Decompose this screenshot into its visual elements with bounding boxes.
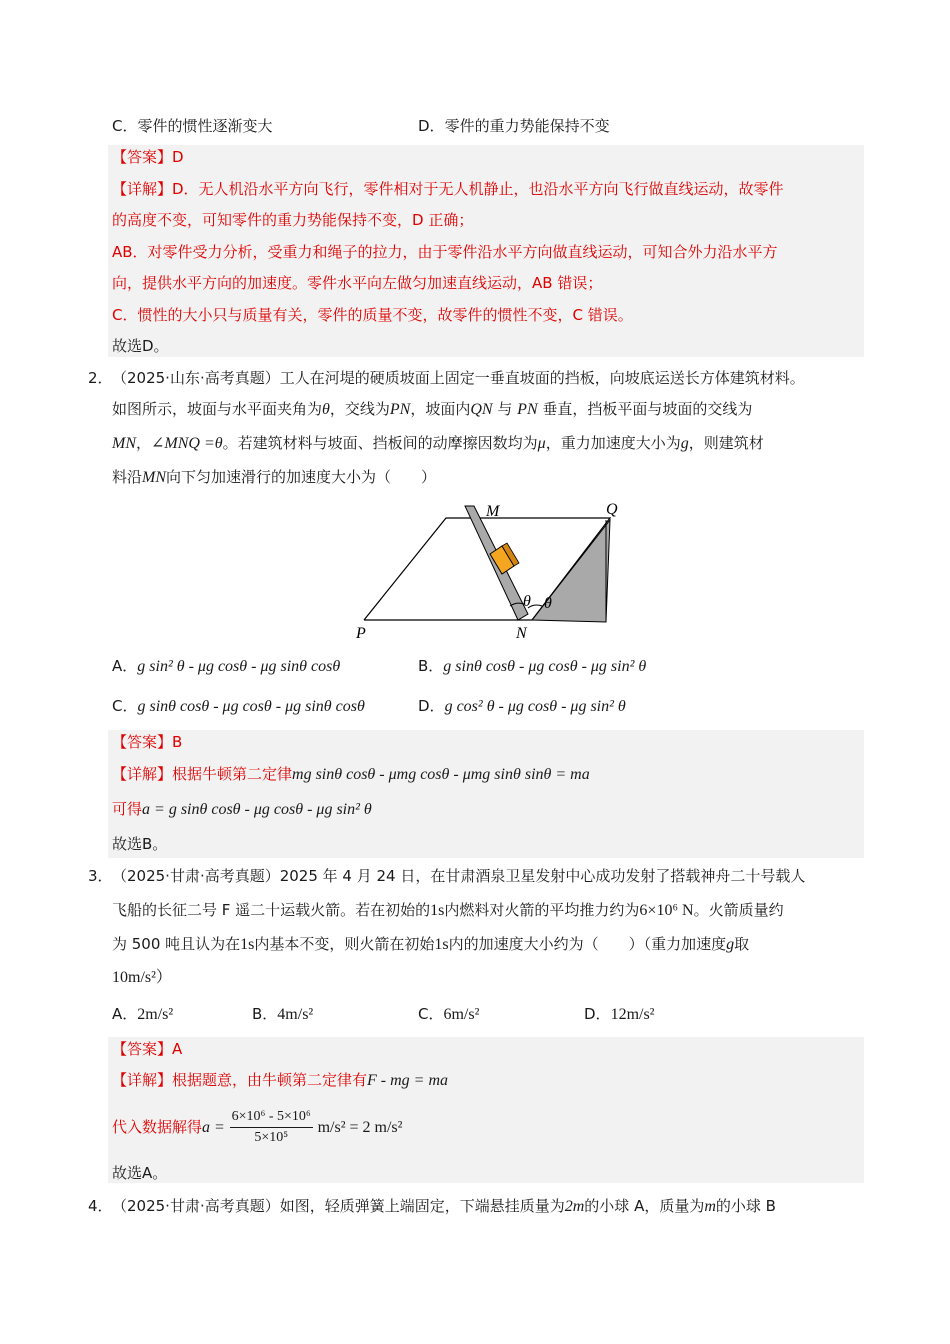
- q2-option-c: C．g sinθ cosθ - μg cosθ - μg sinθ cosθ: [112, 697, 365, 715]
- q3-line1: （2025·甘肃·高考真题）2025 年 4 月 24 日，在甘肃酒泉卫星发射中心成功发射了搭载神舟二十号载人: [112, 867, 806, 885]
- q3-line4: 10m/s²）: [112, 969, 172, 986]
- q2-option-a: A．g sin² θ - μg cosθ - μg sinθ cosθ: [112, 657, 341, 675]
- q2-number: 2．: [88, 369, 113, 387]
- q2-line3: MN，∠MNQ =θ。若建筑材料与坡面、挡板间的动摩擦因数均为μ，重力加速度大小为g，则建筑材: [112, 434, 764, 452]
- label-theta-right: θ: [544, 595, 552, 612]
- q2-conclusion: 故选B。: [112, 835, 168, 853]
- q2-slope-figure: [350, 496, 630, 644]
- q1-detail-line4: 向，提供水平方向的加速度。零件水平向左做匀加速直线运动，AB 错误；: [112, 274, 603, 292]
- q3-result: 代入数据解得a = $\frac{\text{6×10⁶ - 5×10⁶}}{\text{5×10⁵}}$ m/s² = 2 m/s²: [112, 1105, 402, 1150]
- q2-line4: 料沿MN向下匀加速滑行的加速度大小为（ ）: [112, 468, 437, 486]
- label-Q: Q: [606, 501, 618, 518]
- q3-option-c: C．6m/s²: [418, 1005, 480, 1023]
- q1-option-d: D．零件的重力势能保持不变: [418, 117, 610, 135]
- q4-source: （2025·甘肃·高考真题）: [112, 1197, 280, 1215]
- q2-option-d: D．g cos² θ - μg cosθ - μg sin² θ: [418, 697, 626, 715]
- label-M: M: [486, 503, 500, 520]
- q3-detail: 【详解】根据题意，由牛顿第二定律有F - mg = ma: [112, 1071, 449, 1089]
- q3-conclusion: 故选A。: [112, 1164, 168, 1182]
- q1-option-c: C．零件的惯性逐渐变大: [112, 117, 273, 135]
- q1-detail-line5: C．惯性的大小只与质量有关，零件的质量不变，故零件的惯性不变，C 错误。: [112, 306, 633, 324]
- q3-line3: 为 500 吨且认为在1s内基本不变，则火箭在初始1s内的加速度大小约为（ ）（重力加速度g取: [112, 935, 750, 953]
- q1-answer-block: [108, 145, 864, 357]
- q2-line1: （2025·山东·高考真题）工人在河堤的硬质坡面上固定一垂直坡面的挡板，向坡底运送长方体建筑材料。: [112, 369, 805, 387]
- q4-line1: （2025·甘肃·高考真题）如图，轻质弹簧上端固定，下端悬挂质量为2m的小球 A，质量为m的小球 B: [112, 1197, 776, 1215]
- q1-detail-line3: AB．对零件受力分析，受重力和绳子的拉力，由于零件沿水平方向做直线运动，可知合外力沿水平方: [112, 243, 778, 261]
- q3-fraction: $\frac{\text{6×10⁶ - 5×10⁶}}{\text{5×10⁵}}$: [231, 1109, 311, 1145]
- q2-result: 可得a = g sinθ cosθ - μg cosθ - μg sin² θ: [112, 800, 372, 818]
- label-P: P: [356, 625, 366, 642]
- q1-conclusion: 故选D。: [112, 337, 169, 355]
- q2-source: （2025·山东·高考真题）: [112, 369, 280, 387]
- q2-line2: 如图所示，坡面与水平面夹角为θ，交线为PN，坡面内QN 与 PN 垂直，挡板平面与坡面的交线为: [112, 400, 753, 418]
- q2-answer: 【答案】B: [112, 733, 183, 751]
- label-N: N: [516, 625, 527, 642]
- q2-option-b: B．g sinθ cosθ - μg cosθ - μg sin² θ: [418, 657, 647, 675]
- q3-option-d: D．12m/s²: [584, 1005, 655, 1023]
- q3-source: （2025·甘肃·高考真题）: [112, 867, 280, 885]
- q3-answer: 【答案】A: [112, 1040, 183, 1058]
- q3-line2: 飞船的长征二号 F 遥二十运载火箭。若在初始的1s内燃料对火箭的平均推力约为6×10⁶ N。火箭质量约: [112, 901, 784, 919]
- q1-detail-line2: 的高度不变，可知零件的重力势能保持不变，D 正确；: [112, 211, 474, 229]
- q3-answer-block: [108, 1037, 864, 1183]
- q1-answer: 【答案】D: [112, 148, 184, 166]
- q3-option-a: A．2m/s²: [112, 1005, 174, 1023]
- q3-number: 3．: [88, 867, 113, 885]
- q4-number: 4．: [88, 1197, 113, 1215]
- q1-detail-line1: 【详解】D．无人机沿水平方向飞行，零件相对于无人机静止，也沿水平方向飞行做直线运动，故零件: [112, 180, 784, 198]
- q2-detail: 【详解】根据牛顿第二定律mg sinθ cosθ - μmg cosθ - μmg sinθ sinθ = ma: [112, 765, 590, 783]
- q3-option-b: B．4m/s²: [252, 1005, 314, 1023]
- q2-answer-block: [108, 730, 864, 858]
- label-theta-left: θ: [523, 593, 531, 610]
